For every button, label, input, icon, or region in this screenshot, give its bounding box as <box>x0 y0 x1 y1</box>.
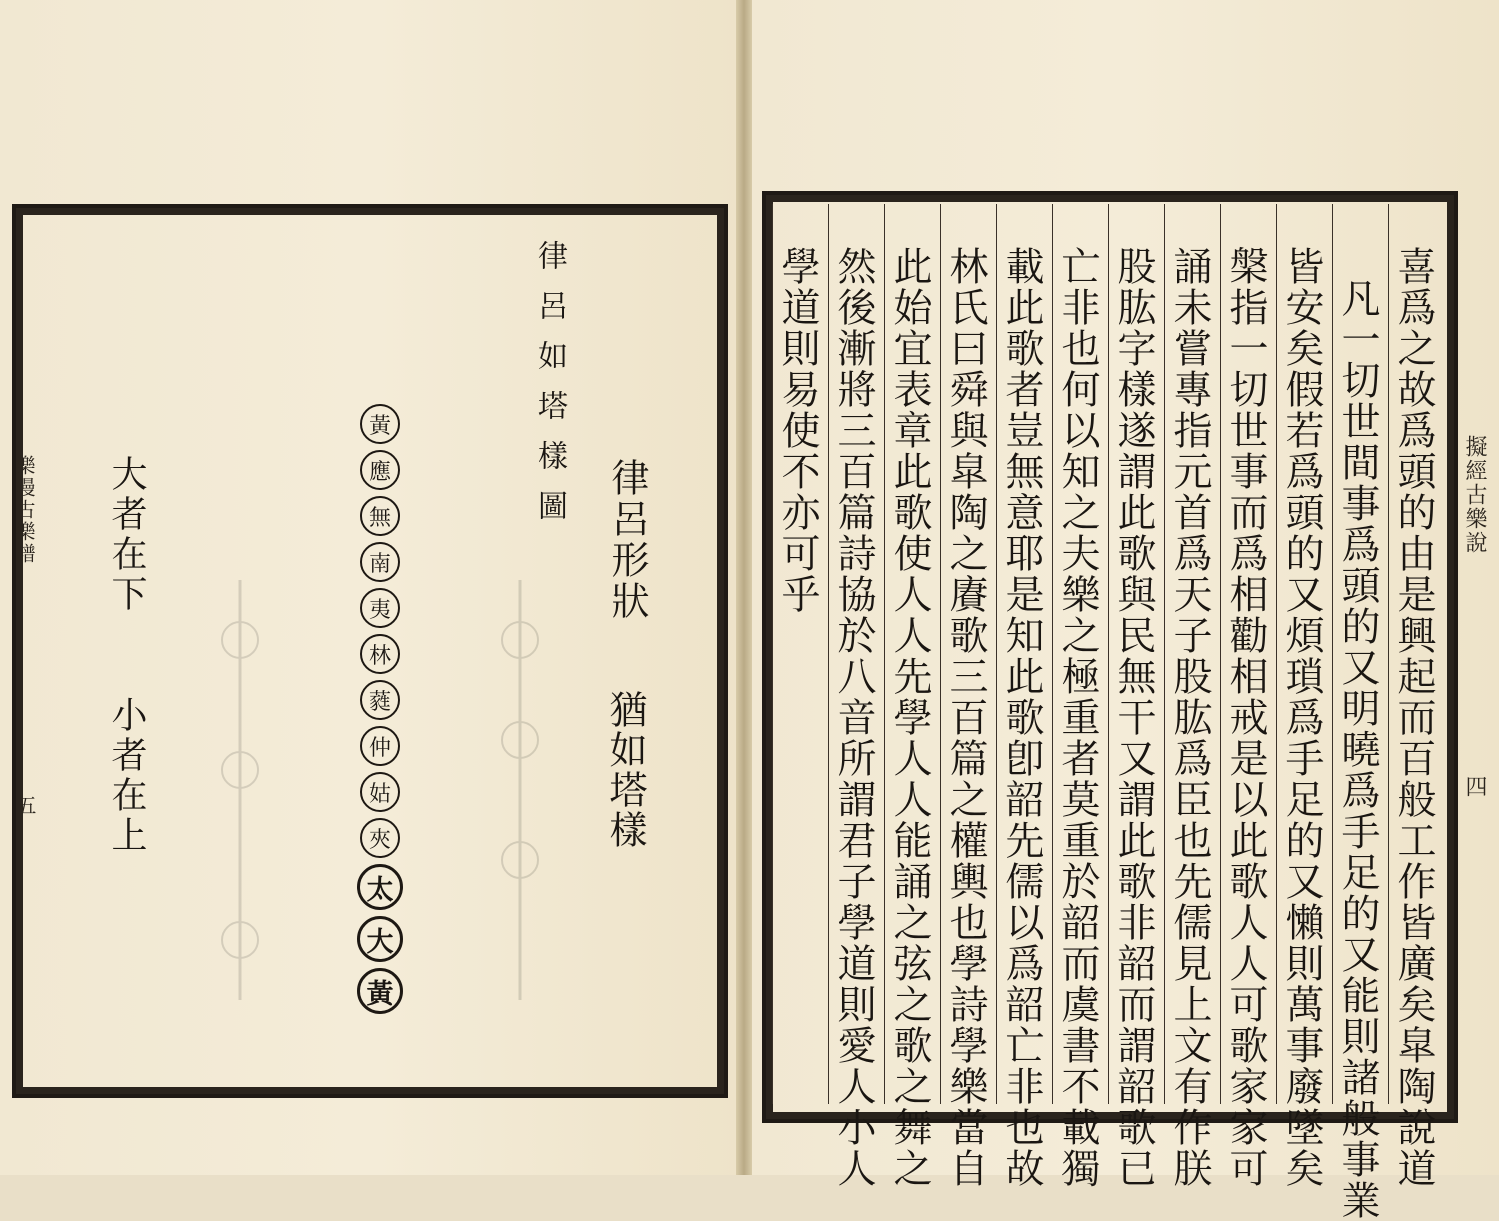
pitch-circle: 黃 <box>360 404 400 444</box>
pitch-pipe-chain <box>354 404 406 1014</box>
pitch-circle: 蕤 <box>360 680 400 720</box>
column-text: 股肱字樣遂謂此歌與民無干又謂此歌非韶而謂韶歌已 <box>1111 246 1156 1189</box>
text-column <box>1276 204 1332 1189</box>
pitch-circle: 無 <box>360 496 400 536</box>
text-column <box>1220 204 1276 1189</box>
pitch-circle: 夾 <box>360 818 400 858</box>
book-gutter <box>736 0 752 1175</box>
left-fold-margin-title: 樂漫古樂譜 <box>12 455 36 565</box>
text-column <box>772 204 828 1104</box>
column-text: 亡非也何以知之夫樂之極重者莫重於韶而虞書不載獨 <box>1055 246 1100 1189</box>
pitch-circle: 黃 <box>357 968 403 1014</box>
text-column <box>996 204 1052 1189</box>
text-column <box>828 204 884 1189</box>
column-text: 喜爲之故爲頭的由是興起而百般工作皆廣矣皐陶說道 <box>1391 246 1436 1189</box>
column-text: 學道則易使不亦可乎 <box>775 246 820 615</box>
text-column <box>940 204 996 1189</box>
pitch-circle: 林 <box>360 634 400 674</box>
pitch-circle: 大 <box>357 916 403 962</box>
text-column <box>1332 204 1388 1221</box>
column-text: 凡一切世間事爲頭的又明曉爲手足的又能則諸般事業 <box>1335 278 1380 1221</box>
pitch-circle: 應 <box>360 450 400 490</box>
left-fold-page-number: 五 <box>13 795 37 815</box>
pitch-circle: 太 <box>357 864 403 910</box>
pitch-circle: 南 <box>360 542 400 582</box>
small-above-label: 小者在上 <box>106 696 147 856</box>
column-text: 然後漸將三百篇詩協於八音所謂君子學道則愛人小人 <box>831 246 876 1189</box>
pitch-shape-heading: 律呂形狀 <box>605 458 649 622</box>
column-text: 槃指一切世事而爲相勸相戒是以此歌人人可歌家家可 <box>1223 246 1268 1189</box>
text-column <box>1108 204 1164 1189</box>
pitch-circle: 仲 <box>360 726 400 766</box>
column-text: 此始宜表章此歌使人人先學人人能誦之弦之歌之舞之 <box>887 246 932 1189</box>
pagoda-note: 猶如塔樣 <box>603 690 647 850</box>
text-column <box>1052 204 1108 1189</box>
pitch-circle: 姑 <box>360 772 400 812</box>
right-text-columns <box>766 204 1446 1221</box>
text-column <box>1164 204 1220 1189</box>
large-below-label: 大者在下 <box>106 455 147 615</box>
column-text: 誦未嘗專指元首爲天子股肱爲臣也先儒見上文有作朕 <box>1167 246 1212 1189</box>
right-fold-margin-title: 擬經古樂說 <box>1462 435 1487 555</box>
pitch-circle: 夷 <box>360 588 400 628</box>
right-fold-page-number: 四 <box>1462 775 1487 797</box>
plate-title: 律呂如塔樣圖 <box>532 240 567 540</box>
text-column <box>1388 204 1444 1189</box>
text-column <box>884 204 940 1189</box>
column-text: 載此歌者豈無意耶是知此歌卽韶先儒以爲韶亡非也故 <box>999 246 1044 1189</box>
column-text: 林氏曰舜與皐陶之賡歌三百篇之權輿也學詩學樂當自 <box>943 246 988 1189</box>
column-text: 皆安矣假若爲頭的又煩瑣爲手足的又懶則萬事廢墜矣 <box>1279 246 1324 1189</box>
